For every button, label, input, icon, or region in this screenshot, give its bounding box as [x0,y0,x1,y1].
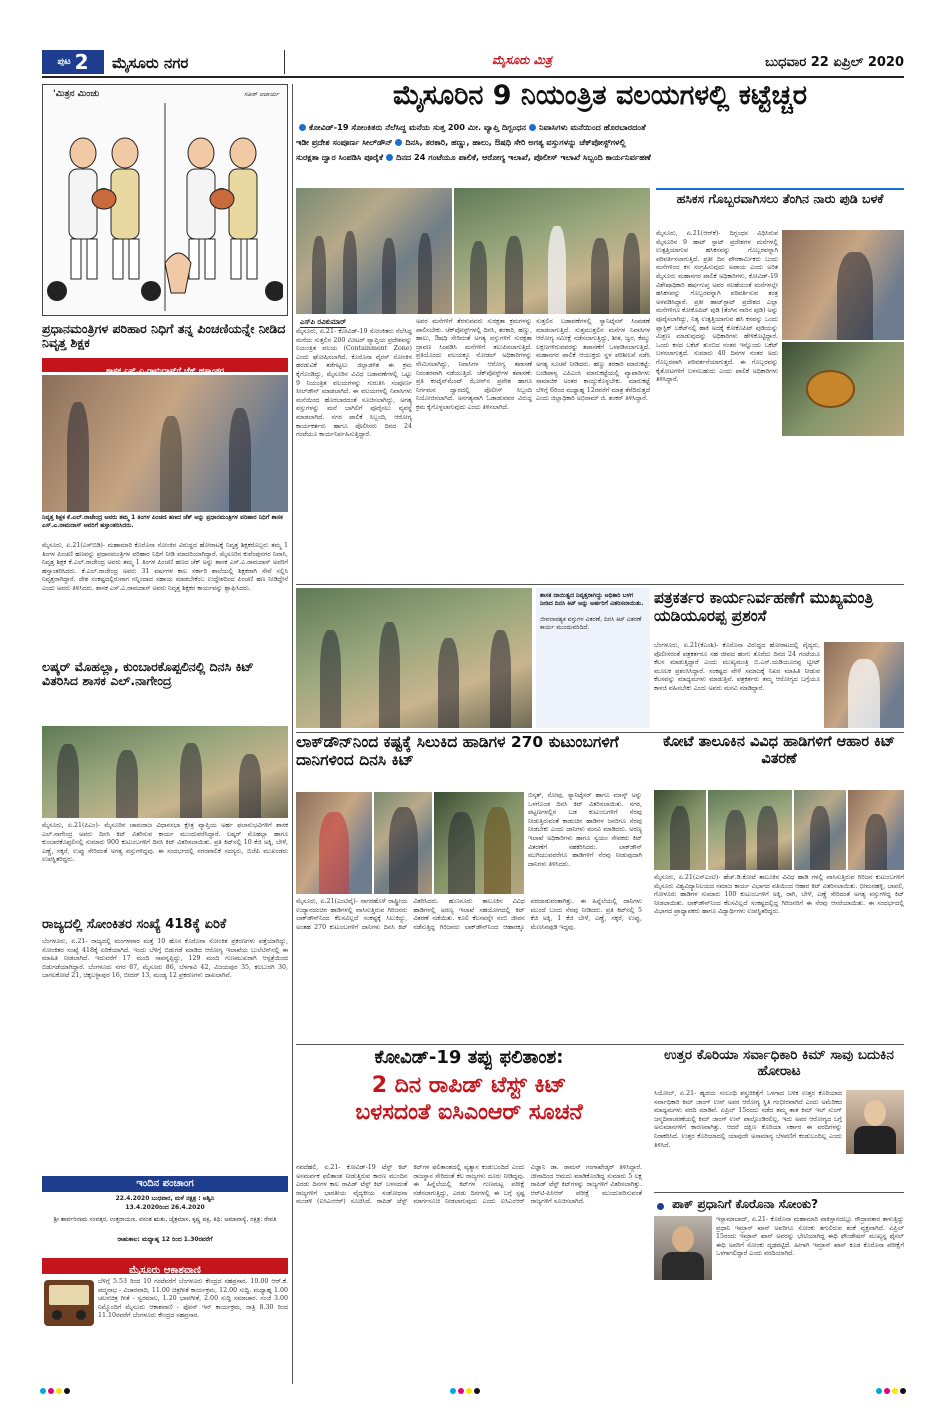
lockdown-side-text: ಬಿಸ್ಕತ್, ಸೋಪು, ಸ್ಯಾನಿಟೈಸರ್ ಹಾಗೂ ಮಾಸ್ಕ್ ಅನ್ನು ಒಳಗೊಂಡ ದಿನಸಿ ಕಿಟ್ ವಿತರಿಸಲಾಯಿತು. ನಗರ, ಪಟ್ಟಣಗಳಲ್ಲಿನ ಬಡ ಕುಟುಂಬಗಳಿಗೆ ನೆರವು ನೀಡುತ್ತಿರುವಂತೆ ಕಾಡಂಚಿನ ಹಾಡಿಗಳ ಜನರಿಗೂ ನೆರವು ನೀಡಬೇಕು ಎಂದು ದಾನಿಗಳು ಮನವಿ ಮಾಡಿದರು. ಅರಣ್ಯ ಇಲಾಖೆ ಅಧಿಕಾರಿಗಳು ಹಾಗೂ ಸ್ವಯಂ ಸೇವಕರು ಕಿಟ್ ವಿತರಣೆಗೆ ಸಹಕರಿಸಿದರು. ಲಾಕ್‌ಡೌನ್ ಮುಗಿಯುವವರೆಗೂ ಹಾಡಿಗಳಿಗೆ ನೆರವು ನೀಡುವುದಾಗಿ ದಾನಿಗಳು ತಿಳಿಸಿದರು. [528,792,642,868]
bullet-row-1 [296,120,904,135]
kote-photo-3 [794,790,846,870]
cm-headline: ಪತ್ರಕರ್ತರ ಕಾರ್ಯನಿರ್ವಹಣೆಗೆ ಮುಖ್ಯಮಂತ್ರಿ ಯಡಿಯೂರಪ್ಪ ಪ್ರಶಂಸೆ [654,589,874,625]
cartoon-left-figures [47,138,161,301]
registration-marks [40,1388,906,1398]
state-count-body: ಬೆಂಗಳೂರು, ಏ.21- ರಾಜ್ಯದಲ್ಲಿ ಮಂಗಳವಾರ ಮತ್ತೆ 10 ಹೊಸ ಕೊರೊನಾ ಸೋಂಕಿತ ಪ್ರಕರಣಗಳು ಪತ್ತೆಯಾಗಿದ್ದು, ಸೋಂಕಿತರ ಸಂಖ್ಯೆ 418ಕ್ಕೆ ಏರಿಕೆಯಾಗಿದೆ. ಇಂದು ಬೆಳಿಗ್ಗೆ ಬಿಡುಗಡೆ ಮಾಡಿದ ಆರೋಗ್ಯ ಇಲಾಖೆಯ ಬುಲೆಟಿನ್‌ನಲ್ಲಿ ಈ ಮಾಹಿತಿ ನೀಡಲಾಗಿದೆ. ಇದುವರೆಗೆ 17 ಮಂದಿ ಸಾವನ್ನಪ್ಪಿದ್ದು, 129 ಮಂದಿ ಗುಣಮುಖರಾಗಿ ಆಸ್ಪತ್ರೆಯಿಂದ ಬಿಡುಗಡೆಯಾಗಿದ್ದಾರೆ. ಬೆಂಗಳೂರು ನಗರ 87, ಮೈಸೂರು 86, ಬೆಳಗಾವಿ 42, ವಿಜಯಪುರ 35, ಕಲಬುರಗಿ 30, ಬಾಗಲಕೋಟೆ 21, ಚಿಕ್ಕಬಳ್ಳಾಪುರ 16, ಬೀದರ್ 13, ಮಂಡ್ಯ 12 ಪ್ರಕರಣಗಳು ದಾಖಲಾಗಿವೆ. [42,938,288,980]
panchanga-line1: 22.4.2020 ಬುಧವಾರ, ಮಳೆ ನಕ್ಷತ್ರ : ಅಶ್ವಿನಿ [115,1195,215,1202]
state-count-headline: ರಾಜ್ಯದಲ್ಲಿ ಸೋಂಕಿತರ ಸಂಖ್ಯೆ 418ಕ್ಕೆ ಏರಿಕೆ [42,917,227,932]
lower-rule [296,1044,904,1045]
masthead-rule [284,50,285,74]
korea-headline: ಉತ್ತರ ಕೊರಿಯಾ ಸರ್ವಾಧಿಕಾರಿ ಕಿಮ್ ಸಾವು ಬದುಕಿನ ಹೋರಾಟ [664,1047,894,1079]
main-headline: ಮೈಸೂರಿನ 9 ನಿಯಂತ್ರಿತ ವಲಯಗಳಲ್ಲಿ ಕಟ್ಟೆಚ್ಚರ [392,80,808,111]
rapid-headline-3: ಬಳಸದಂತೆ ಐಸಿಎಂಆರ್ ಸೂಚನೆ [355,1099,583,1125]
imran-photo [654,1216,712,1280]
kote-body: ಮೈಸೂರು, ಏ.21(ಎಸ್‌ಎಂಟಿ)- ಹೆಚ್.ಡಿ.ಕೋಟೆ ತಾಲೂಕಿನ ವಿವಿಧ ಹಾಡಿ ಗಳಲ್ಲಿ ವಾಸಿಸುತ್ತಿರುವ ಗಿರಿಜನ ಕುಟುಂಬಗಳಿಗೆ ಮೈಸೂರು ವಿಶ್ವವಿದ್ಯಾನಿಲಯದ ಸಮಾಜ ಕಾರ್ಯ ವಿಭಾಗದ ವತಿಯಿಂದ ಆಹಾರ ಕಿಟ್ ವಿತರಿಸಲಾಯಿತು. ಭೀಮನಹಳ್ಳಿ, ಬಾವಲಿ, ಗೋಳೂರು ಹಾಡಿಗಳ ಸುಮಾರು 100 ಕುಟುಂಬಗಳಿಗೆ ಅಕ್ಕಿ, ರಾಗಿ, ಬೇಳೆ, ಎಣ್ಣೆ ಸೇರಿದಂತೆ ಅಗತ್ಯ ವಸ್ತುಗಳಿದ್ದ ಕಿಟ್ ನೀಡಲಾಯಿತು. ಲಾಕ್‌ಡೌನ್‌ನಿಂದ ಕೆಲಸವಿಲ್ಲದೆ ಸಂಕಷ್ಟದಲ್ಲಿದ್ದ ಗಿರಿಜನರಿಗೆ ಈ ನೆರವು ಆಸರೆಯಾಯಿತು. ಈ ಸಂದರ್ಭದಲ್ಲಿ ವಿಭಾಗದ ಪ್ರಾಧ್ಯಾಪಕರು ಹಾಗೂ ವಿದ್ಯಾರ್ಥಿಗಳು ಉಪಸ್ಥಿತರಿದ್ದರು. [654,874,904,916]
main-body-col3: ಸುತ್ತಲಿನ ಬಡಾವಣೆಗಳಲ್ಲಿ ಸ್ಯಾನಿಟೈಸರ್ ಸಿಂಪಡಣೆ ಮಾಡಲಾಗುತ್ತಿದೆ. ಸುತ್ತಮುತ್ತಲಿನ ಮನೆಗಳ ನಿವಾಸಿಗಳ ಆರೋಗ್ಯ ಸಮೀಕ್ಷೆ ನಡೆಸಲಾಗುತ್ತಿದ್ದು, ಶೀತ, ಜ್ವರ, ಕೆಮ್ಮು ಲಕ್ಷಣಗಳಿರುವವರನ್ನು ತಪಾಸಣೆಗೆ ಒಳಪಡಿಸಲಾಗುತ್ತಿದೆ. ಮಹಾನಗರ ಪಾಲಿಕೆ ಆಯುಕ್ತರು ಸ್ಥಳ ಪರಿಶೀಲನೆ ನಡೆಸಿ ಅಗತ್ಯ ಸೂಚನೆ ನೀಡಿದರು. ಹಣ್ಣು ತರಕಾರಿ ಮಾರುಕಟ್ಟೆ: ಬಂಡಿಪಾಳ್ಯ ಎಪಿಎಂಸಿ ಮಾರುಕಟ್ಟೆಯಲ್ಲಿ ವ್ಯಾಪಾರಿಗಳು ಸಾಮಾಜಿಕ ಅಂತರ ಕಾಯ್ದುಕೊಳ್ಳಬೇಕು. ಮಾರುಕಟ್ಟೆ ಬೆಳಿಗ್ಗೆ 6ರಿಂದ ಮಧ್ಯಾಹ್ನ 12ರವರೆಗೆ ಮಾತ್ರ ತೆರೆದಿರುತ್ತದೆ ಎಂದು ಜಿಲ್ಲಾಧಿಕಾರಿ ಅಭಿರಾಮ್ ಜಿ. ಶಂಕರ್ ತಿಳಿಸಿದ್ದಾರೆ. [536,318,650,403]
kit-left-photo [42,726,288,818]
kim-photo [846,1090,904,1154]
kit-left-headline: ಲಷ್ಕರ್ ಮೊಹಲ್ಲಾ, ಕುಂಬಾರಕೊಪ್ಪಲಿನಲ್ಲಿ ದಿನಸಿ ಕಿಟ್ ವಿತರಿಸಿದ ಶಾಸಕ ಎಲ್.ನಾಗೇಂದ್ರ [42,659,254,689]
korea-body: ಸಿಯೋಲ್, ಏ.21- ಹೃದಯ ಸಂಬಂಧಿ ಶಸ್ತ್ರಚಿಕಿತ್ಸೆಗೆ ಒಳಗಾದ ಬಳಿಕ ಉತ್ತರ ಕೊರಿಯಾದ ಸರ್ವಾಧಿಕಾರಿ ಕಿಮ್ ಜಾಂಗ್ ಉನ್ ಅವರ ಆರೋಗ್ಯ ಸ್ಥಿತಿ ಗಂಭೀರವಾಗಿದೆ ಎಂದು ಅಮೆರಿಕದ ಮಾಧ್ಯಮಗಳು ವರದಿ ಮಾಡಿವೆ. ಏಪ್ರಿಲ್ 15ರಂದು ನಡೆದ ತಮ್ಮ ತಾತ ಕಿಮ್ ಇಲ್ ಸುಂಗ್ ಜನ್ಮದಿನಾಚರಣೆಯಲ್ಲಿ ಕಿಮ್ ಜಾಂಗ್ ಉನ್ ಪಾಲ್ಗೊಂಡಿರಲಿಲ್ಲ. ಇದು ಅವರ ಆರೋಗ್ಯದ ಬಗ್ಗೆ ಅನುಮಾನಗಳಿಗೆ ಕಾರಣವಾಗಿತ್ತು. ಆದರೆ ದಕ್ಷಿಣ ಕೊರಿಯಾ ಸರ್ಕಾರ ಈ ವರದಿಗಳನ್ನು ನಿರಾಕರಿಸಿದೆ. ಉತ್ತರ ಕೊರಿಯಾದಲ್ಲಿ ಯಾವುದೇ ಅಸಾಮಾನ್ಯ ಬೆಳವಣಿಗೆ ಕಂಡುಬಂದಿಲ್ಲ ಎಂದು ತಿಳಿಸಿದೆ. [654,1090,842,1149]
main-bullets [296,120,904,192]
rapid-headline-box [296,1048,642,1160]
lockdown-body: ಮೈಸೂರು, ಏ.21(ಎಂಟಿವೈ)- ನಾಗರಹೊಳೆ ರಾಷ್ಟ್ರೀಯ ಉದ್ಯಾನದಂಚಿನ ಹಾಡಿಗಳಲ್ಲಿ ವಾಸಿಸುತ್ತಿರುವ ಗಿರಿಜನರು ಲಾಕ್‌ಡೌನ್‌ನಿಂದ ಕೆಲಸವಿಲ್ಲದೆ ಸಂಕಷ್ಟಕ್ಕೆ ಸಿಲುಕಿದ್ದು, ಅಂತಹ 270 ಕುಟುಂಬಗಳಿಗೆ ದಾನಿಗಳು ದಿನಸಿ ಕಿಟ್ ವಿತರಿಸಿದರು. ಹುಣಸೂರು ತಾಲೂಕಿನ ವಿವಿಧ ಹಾಡಿಗಳಲ್ಲಿ ಅರಣ್ಯ ಇಲಾಖೆ ಸಹಯೋಗದಲ್ಲಿ ಕಿಟ್ ವಿತರಣೆ ನಡೆಯಿತು. ಕೂಲಿ ಕೆಲಸವನ್ನೇ ನಂಬಿ ಜೀವನ ನಡೆಸುತ್ತಿದ್ದ ಗಿರಿಜನರು ಲಾಕ್‌ಡೌನ್‌ನಿಂದ ಆಹಾರಕ್ಕೂ ಪರದಾಡುವಂತಾಗಿತ್ತು. ಈ ಹಿನ್ನೆಲೆಯಲ್ಲಿ ದಾನಿಗಳು ಮುಂದೆ ಬಂದು ನೆರವು ನೀಡಿದರು. ಪ್ರತಿ ಕಿಟ್‌ನಲ್ಲಿ 5 ಕೆಜಿ ಅಕ್ಕಿ, 1 ಕೆಜಿ ಬೇಳೆ, ಎಣ್ಣೆ, ಸಕ್ಕರೆ, ಉಪ್ಪು, ಮೆಣಸಿನಪುಡಿ ಇದ್ದವು. [296,898,642,931]
kote-headline: ಕೋಟೆ ತಾಲೂಕಿನ ವಿವಿಧ ಹಾಡಿಗಳಿಗೆ ಆಹಾರ ಕಿಟ್ ವಿತರಣೆ [662,734,896,767]
coconut-headline-box [656,188,904,226]
lockdown-photo-1 [296,792,372,894]
coconut-body-left: ಮೈಸೂರು, ಏ.21(ಆರ್‌ಕೆ)- ದಿಗ್ಬಂಧನ ವಿಧಿಸಿರುವ ಮೈಸೂರಿನ 9 ಹಾಟ್ ಸ್ಪಾಟ್ ಪ್ರದೇಶಗಳ ಮನೆಗಳಲ್ಲಿ ಉತ್ಪತ್ತಿಯಾಗುವ ಹಸಿಕಸವನ್ನು ಗೊಬ್ಬರವನ್ನಾಗಿ ಪರಿವರ್ತಿಸಲಾಗುತ್ತಿದೆ. ಪ್ರತೀ ದಿನ ಪೌರಕಾರ್ಮಿಕರು ಬಂದು ಮನೆಗಳಿಂದ ಕಸ ಸಂಗ್ರಹಿಸುವುದು ಅಪಾಯ ಎಂದು ಅರಿತ ಮೈಸೂರು ಮಹಾನಗರ ಪಾಲಿಕೆ ಅಧಿಕಾರಿಗಳು, ಕೋವಿಡ್-19 ವಿಶೇಷಾಧಿಕಾರಿ ಹರ್ಷಗುಪ್ತ ಅವರ ಸಲಹೆಯಂತೆ ಮನೆಗಳಲ್ಲೇ ಹಸಿಕಸವನ್ನು ಗೊಬ್ಬರವನ್ನಾಗಿ ಪರಿವರ್ತಿಸುವ ತಂತ್ರ ಅಳವಡಿಸಿದ್ದಾರೆ. ಪ್ರತೀ ಹಾಟ್‌ಸ್ಪಾಟ್ ಪ್ರದೇಶದ ಎಲ್ಲಾ ಮನೆಗಳಿಗೂ ಕೋಕೊಪಿಟ್ ಪುಡಿ (ತೆಂಗಿನ ನಾರಿನ ಪುಡಿ) ಅನ್ನು ಪೂರೈಸಲಾಗಿದ್ದು, ನಿತ್ಯ ಉತ್ಪತ್ತಿಯಾಗುವ ಹಸಿ ಕಸವನ್ನು ಒಂದು ಪ್ಲಾಸ್ಟಿಕ್ ಬಕೆಟ್‌ನಲ್ಲಿ ಹಾಕಿ ಅದಕ್ಕೆ ಕೋಕೊಪಿಟ್ ಪುಡಿಯನ್ನು ಮಿಶ್ರಣ ಮಾಡುವುದನ್ನು ಅಧಿಕಾರಿಗಳು ಹೇಳಿಕೊಟ್ಟಿದ್ದಾರೆ. ಒಂದು ಕಸದ ಬಕೆಟ್ ತುಂಬಿದ ನಂತರ ಇನ್ನೊಂದು ಬಕೆಟ್ ಬಳಸಲಾಗುತ್ತದೆ. ಸುಮಾರು 40 ದಿನಗಳ ನಂತರ ಅದು ಗೊಬ್ಬರವಾಗಿ ಪರಿವರ್ತನೆಯಾಗುತ್ತದೆ. ಈ ಗೊಬ್ಬರವನ್ನು ಕೈತೋಟಗಳಿಗೆ ಬಳಸಬಹುದು ಎಂದು ಪಾಲಿಕೆ ಅಧಿಕಾರಿಗಳು ತಿಳಿಸಿದ್ದಾರೆ. [656,230,778,384]
pm-story-caption: ನಿವೃತ್ತ ಶಿಕ್ಷಕ ಕೆ.ಎಲ್.ರಾಜೇಂದ್ರ ಅವರು ತಮ್ಮ 1 ತಿಂಗಳ ಪಿಂಚಣಿ ಹಣದ ಚೆಕ್ ಅನ್ನು ಪ್ರಧಾನಮಂತ್ರಿಗಳ ಪರಿಹಾರ ನಿಧಿಗೆ ಶಾಸಕ ಎಸ್.ಎ.ರಾಮದಾಸ್ ಅವರಿಗೆ ಹಸ್ತಾಂತರಿಸಿದರು. [42,514,283,529]
coconut-photo-2 [782,342,904,436]
bullet-6: ದಿನದ 24 ಗಂಟೆಯೂ ಪಾಲಿಕೆ, ಆರೋಗ್ಯ ಇಲಾಖೆ, ಪೊಲೀಸ್ ಇಲಾಖೆ ಸಿಬ್ಬಂದಿ ಕಾರ್ಯನಿರ್ವಹಣೆ [396,152,651,162]
cm-body: ಬೆಂಗಳೂರು, ಏ.21(ಕೆಎಂಶಿ)- ಕೊರೊನಾ ವಿರುದ್ಧದ ಹೋರಾಟದಲ್ಲಿ ವೈದ್ಯರು, ಪೊಲೀಸರಂತೆ ಪತ್ರಕರ್ತರೂ ಸಹ ಜೀವದ ಹಂಗು ತೊರೆದು ದಿನದ 24 ಗಂಟೆಯೂ ಕೆಲಸ ಮಾಡುತ್ತಿದ್ದಾರೆ ಎಂದು ಮುಖ್ಯಮಂತ್ರಿ ಬಿ.ಎಸ್.ಯಡಿಯೂರಪ್ಪ ಟ್ವೀಟ್ ಮೂಲಕ ಪ್ರಶಂಸಿಸಿದ್ದಾರೆ. ಸಂಕಷ್ಟದ ವೇಳೆ ಸಮಾಜಕ್ಕೆ ನಿಖರ ಮಾಹಿತಿ ನೀಡುವ ಕೆಲಸವನ್ನು ಮಾಧ್ಯಮಗಳು ಮಾಡುತ್ತಿವೆ. ಪತ್ರಕರ್ತರು ತಮ್ಮ ಆರೋಗ್ಯದ ಬಗ್ಗೆಯೂ ಕಾಳಜಿ ವಹಿಸಬೇಕು ಎಂದು ಅವರು ಮನವಿ ಮಾಡಿದ್ದಾರೆ. [654,642,820,692]
bullet-5: ಸುರಕ್ಷತಾ ದ್ವಾರ ಸಿಂಪಡಿಸಿ ಪೂರೈಕೆ [296,152,384,162]
bullet-3: ಇಡೀ ಪ್ರದೇಶ ಸಂಪೂರ್ಣ ಸೀಲ್‌ಡೌನ್ [296,137,393,147]
coconut-photo-1 [782,230,904,340]
rapid-headline-1: ಕೋವಿಡ್-19 ತಪ್ಪು ಫಲಿತಾಂಶ: [374,1047,564,1068]
radio-icon [44,1280,94,1326]
panchanga-title: ಇಂದಿನ ಪಂಚಾಂಗ [42,1176,288,1192]
kote-photo-2 [708,790,792,870]
issue-date: ಬುಧವಾರ 22 ಏಪ್ರಿಲ್ 2020 [765,55,904,70]
lockdown-photo-2 [374,792,432,894]
page-label: ಪುಟ [57,57,71,67]
main-photo-2 [454,188,650,314]
left-column-rule [292,84,293,1384]
lockdown-photo-3 [434,792,524,894]
radio-box [42,1258,288,1378]
kote-photo-4 [848,790,904,870]
panchanga-line2: 13.4.2020ರಿಂದ 26.4.2020 [125,1204,205,1211]
pm-story-body: ಮೈಸೂರು, ಏ.21(ಎಸ್‌ಬಿಡಿ)- ಮಹಾಮಾರಿ ಕೊರೊನಾ ಸೋಂಕಿನ ವಿರುದ್ಧದ ಹೋರಾಟಕ್ಕೆ ನಿವೃತ್ತ ಶಿಕ್ಷಕರೊಬ್ಬರು ತಮ್ಮ 1 ತಿಂಗಳ ಪಿಂಚಣಿ ಹಣವನ್ನು ಪ್ರಧಾನಮಂತ್ರಿಗಳ ಪರಿಹಾರ ನಿಧಿಗೆ ನೀಡಿ ಮಾದರಿಯಾಗಿದ್ದಾರೆ. ಮೈಸೂರಿನ ಕುವೆಂಪುನಗರ ನಿವಾಸಿ, ನಿವೃತ್ತ ಶಿಕ್ಷಕ ಕೆ.ಎಲ್.ರಾಜೇಂದ್ರ ಅವರು ತಮ್ಮ 1 ತಿಂಗಳ ಪಿಂಚಣಿ ಹಣದ ಚೆಕ್ ಅನ್ನು ಶಾಸಕ ಎಸ್.ಎ.ರಾಮದಾಸ್ ಅವರಿಗೆ ಹಸ್ತಾಂತರಿಸಿದರು. ಕೆ.ಎಲ್.ರಾಜೇಂದ್ರ ಅವರು 31 ವರ್ಷಗಳ ಕಾಲ ಸರ್ಕಾರಿ ಶಾಲೆಯಲ್ಲಿ ಶಿಕ್ಷಕರಾಗಿ ಸೇವೆ ಸಲ್ಲಿಸಿ ನಿವೃತ್ತರಾಗಿದ್ದಾರೆ. ದೇಶ ಸಂಕಷ್ಟದಲ್ಲಿರುವಾಗ ನನ್ನಿಂದಾದ ಸಹಾಯ ಮಾಡಬೇಕೆಂಬ ಉದ್ದೇಶದಿಂದ ಪಿಂಚಣಿ ಹಣ ನೀಡಿದ್ದೇನೆ ಎಂದು ಅವರು ತಿಳಿಸಿದರು. ಶಾಸಕ ಎಸ್.ಎ.ರಾಮದಾಸ್ ಅವರು ನಿವೃತ್ತ ಶಿಕ್ಷಕರ ಕಾರ್ಯವನ್ನು ಶ್ಲಾಘಿಸಿದರು. [42,542,288,592]
cartoon-artist: ಸತೀಶ್ ಆಚಾರ್ಯ [244,91,279,98]
relief-caption: ಶಾಸಕ ದಾಯಿತ್ವದ ನಿವೃತ್ತರಾಗಿದ್ದು ಅಧಿಕಾರಿ ಬಳಗ ನೀಡಿದ ದಿನಸಿ ಕಿಟ್ ಅನ್ನು ಅರ್ಹರಿಗೆ ವಿತರಿಸಲಾಯಿತು. [540,592,644,607]
pak-bullet-icon [657,1203,664,1210]
radio-title-bar [42,1258,288,1274]
page-number: 2 [74,50,89,74]
main-body-col2: ಅವರ ಮನೆಗಳಿಗೆ ತೆರಳುವವರು ಸುರಕ್ಷತಾ ಕ್ರಮಗಳನ್ನು ಪಾಲಿಸಬೇಕು. ಚೆಕ್‌ಪೋಸ್ಟ್‌ಗಳಲ್ಲಿ ದಿನಸಿ, ತರಕಾರಿ, ಹಣ್ಣು, ಹಾಲು, ಔಷಧಿ ಸೇರಿದಂತೆ ಅಗತ್ಯ ವಸ್ತುಗಳಿಗೆ ಸುರಕ್ಷತಾ ದ್ರಾವಣ ಸಿಂಪಡಿಸಿ ಮನೆಗಳಿಗೆ ತಲುಪಿಸಲಾಗುತ್ತಿದೆ. ಪ್ರತಿಯೊಂದು ವಲಯಕ್ಕೂ ನೋಡಲ್ ಅಧಿಕಾರಿಗಳನ್ನು ನೇಮಿಸಲಾಗಿದ್ದು, ನಿವಾಸಿಗಳ ಆರೋಗ್ಯ ತಪಾಸಣೆ ನಿರಂತರವಾಗಿ ನಡೆಯುತ್ತಿದೆ. ಚೆಕ್‌ಪೋಸ್ಟ್‌ಗಳ ತಪಾಸಣೆ: ಪ್ರತಿ ಕಂಟೈನ್‌ಮೆಂಟ್ ಝೋನ್‌ನ ಪ್ರವೇಶ ಹಾಗೂ ನಿರ್ಗಮನ ದ್ವಾರದಲ್ಲಿ ಪೊಲೀಸ್ ಸಿಬ್ಬಂದಿ ನಿಯೋಜಿಸಲಾಗಿದೆ. ಅನಗತ್ಯವಾಗಿ ಓಡಾಡುವವರ ವಿರುದ್ಧ ಕ್ರಮ ಕೈಗೊಳ್ಳಲಾಗುವುದು ಎಂದು ತಿಳಿಸಲಾಗಿದೆ. [416,318,532,411]
kit-left-body: ಮೈಸೂರು, ಏ.21(ಪಿಎಂ)- ಮೈಸೂರಿನ ಚಾಮರಾಜ ವಿಧಾನಸಭಾ ಕ್ಷೇತ್ರ ವ್ಯಾಪ್ತಿಯ ಅರ್ಹ ಫಲಾನುಭವಿಗಳಿಗೆ ಶಾಸಕ ಎಲ್.ನಾಗೇಂದ್ರ ಅವರು ದಿನಸಿ ಕಿಟ್ ವಿತರಿಸುವ ಕಾರ್ಯ ಮುಂದುವರೆಸಿದ್ದಾರೆ. ಲಷ್ಕರ್ ಮೊಹಲ್ಲಾ ಹಾಗೂ ಕುಂಬಾರಕೊಪ್ಪಲಿನಲ್ಲಿ ಸುಮಾರು 900 ಕುಟುಂಬಗಳಿಗೆ ದಿನಸಿ ಕಿಟ್ ವಿತರಿಸಲಾಯಿತು. ಪ್ರತಿ ಕಿಟ್‌ನಲ್ಲಿ 10 ಕೆಜಿ ಅಕ್ಕಿ, ಬೇಳೆ, ಎಣ್ಣೆ, ಸಕ್ಕರೆ, ಉಪ್ಪು ಸೇರಿದಂತೆ ಅಗತ್ಯ ವಸ್ತುಗಳಿದ್ದವು. ಈ ಸಂದರ್ಭದಲ್ಲಿ ನಗರಪಾಲಿಕೆ ಸದಸ್ಯರು, ಬಿಜೆಪಿ ಮುಖಂಡರು ಉಪಸ್ಥಿತರಿದ್ದರು. [42,822,288,864]
paper-name: ಮೈಸೂರು ಮಿತ್ರ [492,53,552,67]
cartoon-illustration [47,103,283,311]
radio-body: ಬೆಳಿಗ್ಗೆ 5.53 ರಿಂದ 10 ಗಂಟೆವರೆಗೆ ಬೆಂಗಳೂರು ಕೇಂದ್ರದ ಸಹಪ್ರಸಾರ. 10.00 ಆರ್.ಕೆ. ಪದ್ಮನಾಭ - ವಿಚಾರವಾದಿ, 11.00 ಚಿತ್ರಗೀತೆ ಕಾರ್ಯಕ್ರಮ, 12.00 ಸುದ್ದಿ. ಮಧ್ಯಾಹ್ನ 1.00 ಚಲನಚಿತ್ರ ಗೀತೆ - ಸ್ವರಮಾಲ, 1.20 ಭಾವಗೀತೆ, 2.00 ಸುದ್ದಿ ಸಮಾಚಾರ. ಸಂಜೆ 3.00 ನಿಮ್ಮೊಂದಿಗೆ ಮೈಸೂರು ಆಕಾಶವಾಣಿ - ಫೋನ್ ಇನ್ ಕಾರ್ಯಕ್ರಮ, ರಾತ್ರಿ 8.30 ರಿಂದ 11.10ರವರೆಗೆ ಬೆಂಗಳೂರು ಕೇಂದ್ರದ ಸಹಪ್ರಸಾರ. [98,1278,288,1320]
masthead [42,50,904,76]
cm-photo [824,642,904,728]
bullet-row-3 [296,150,904,165]
bullet-1: ಕೋವಿಡ್-19 ಸೋಂಕಿತರು ನೆಲೆಸಿದ್ದ ಮನೆಯ ಸುತ್ತ 200 ಮೀ. ವ್ಯಾಪ್ತಿ ದಿಗ್ಬಂಧನ [309,122,527,132]
relief-caption-box [536,588,650,728]
relief-caption-extra: ಜೀವನಾವಶ್ಯಕ ವಸ್ತುಗಳ ವಿತರಣೆ, ದಿನಸಿ ಕಿಟ್ ವಿತರಣೆ ಕಾರ್ಯ ಮುಂದುವರಿದಿದೆ. [540,616,642,631]
panchanga-line4: ರಾಹುಕಾಲ: ಮಧ್ಯಾಹ್ನ 12 ರಿಂದ 1.30ರವರೆಗೆ [117,1236,213,1243]
main-body-col1: ಮೈಸೂರು, ಏ.21- ಕೋವಿಡ್-19 ಸೋಂಕಿತರು ನೆಲೆಸಿದ್ದ ಮನೆಯ ಸುತ್ತಲಿನ 200 ಮೀಟರ್ ವ್ಯಾಪ್ತಿಯ ಪ್ರದೇಶವನ್ನು ನಿಯಂತ್ರಿತ ವಲಯ (Containment Zone) ಎಂದು ಘೋಷಿಸಲಾಗಿದೆ. ಕೊರೊನಾ ವೈರಸ್ ಸೋಂಕಿನ ಹರಡುವಿಕೆ ತಡೆಗಟ್ಟಲು ಜಿಲ್ಲಾಡಳಿತ ಈ ಕ್ರಮ ಕೈಗೊಂಡಿದ್ದು, ಮೈಸೂರಿನ ವಿವಿಧ ಬಡಾವಣೆಗಳಲ್ಲಿ ಒಟ್ಟು 9 ನಿಯಂತ್ರಿತ ವಲಯಗಳನ್ನು ಗುರುತಿಸಿ ಸಂಪೂರ್ಣ ಸೀಲ್‌ಡೌನ್ ಮಾಡಲಾಗಿದೆ. ಈ ವಲಯಗಳಲ್ಲಿ ನಿವಾಸಿಗಳು ಮನೆಯಿಂದ ಹೊರಬಾರದಂತೆ ಸೂಚಿಸಲಾಗಿದ್ದು, ಅಗತ್ಯ ವಸ್ತುಗಳನ್ನು ಮನೆ ಬಾಗಿಲಿಗೆ ಪೂರೈಸಲು ವ್ಯವಸ್ಥೆ ಮಾಡಲಾಗಿದೆ. ನಗರ ಪಾಲಿಕೆ ಸಿಬ್ಬಂದಿ, ಆರೋಗ್ಯ ಕಾರ್ಯಕರ್ತರು ಹಾಗೂ ಪೊಲೀಸರು ದಿನದ 24 ಗಂಟೆಯೂ ಕಾರ್ಯನಿರ್ವಹಿಸುತ್ತಿದ್ದಾರೆ. [296,328,412,439]
masthead-underline [42,76,904,78]
bullet-2: ನಿವಾಸಿಗಳು ಮನೆಯಿಂದ ಹೊರಬಾರದಂತೆ [539,122,646,132]
page-number-box [42,50,104,74]
pm-story-strap-text: ಶಾಸಕ ಎಸ್.ಎ.ರಾಮದಾಸ್‌ಗೆ ಚೆಕ್ ಹಸ್ತಾಂತರ [105,366,225,375]
main-story-bottom-rule [296,584,904,585]
panchanga-line3: ಶ್ರೀ ಶಾರ್ವರಿನಾಮ ಸಂವತ್ಸರ, ಉತ್ತರಾಯಣ, ವಸಂತ ಋತು, ಚೈತ್ರಮಾಸ, ಕೃಷ್ಣ ಪಕ್ಷ, ತಿಥಿ: ಅಮಾವಾಸ್ಯೆ, ನಕ್ಷತ್ರ: ರೇವತಿ [53,1216,277,1223]
cartoon-title: 'ಮಿತ್ರನ ಮಿಂಚು [53,89,100,99]
pak-body: ಇಸ್ಲಾಮಾಬಾದ್, ಏ.21- ಕೊರೊನಾ ಮಹಾಮಾರಿ ಪಾಕಿಸ್ತಾನದಲ್ಲೂ ರೌದ್ರಾವತಾರ ತಾಳುತ್ತಿದ್ದು ಪ್ರಧಾನಿ ಇಮ್ರಾನ್ ಖಾನ್ ಅವರಿಗೂ ಸೋಂಕು ತಗುಲಿರುವ ಶಂಕೆ ವ್ಯಕ್ತವಾಗಿದೆ. ಏಪ್ರಿಲ್ 15ರಂದು ಇಮ್ರಾನ್ ಖಾನ್ ಅವರನ್ನು ಭೇಟಿಯಾಗಿದ್ದ ಈಧಿ ಫೌಂಡೇಷನ್ ಮುಖ್ಯಸ್ಥ ಫೈಸಲ್ ಈಧಿ ಅವರಿಗೆ ಸೋಂಕು ದೃಢಪಟ್ಟಿದೆ. ಹೀಗಾಗಿ ಇಮ್ರಾನ್ ಖಾನ್ ಕೂಡ ಕೊರೊನಾ ಪರೀಕ್ಷೆಗೆ ಒಳಗಾಗಲಿದ್ದಾರೆ ಎಂದು ವರದಿಯಾಗಿದೆ. [716,1216,904,1258]
main-sub-label: ಎಸ್‌ಪಿ ರವಿಕುಮಾರ್ [300,318,347,326]
pak-headline-box [654,1192,904,1214]
coconut-headline: ಹಸಿಕಸ ಗೊಬ್ಬರವಾಗಿಸಲು ತೆಂಗಿನ ನಾರು ಪುಡಿ ಬಳಕೆ [676,191,884,206]
cartoon-panel [42,84,288,316]
rapid-body: ನವದೆಹಲಿ, ಏ.21- ಕೋವಿಡ್-19 ಟೆಸ್ಟ್ ಕಿಟ್ ಅಸಮರ್ಪಕ ಫಲಿತಾಂಶ ನೀಡುತ್ತಿರುವ ಕಾರಣ ಮುಂದಿನ ಎರಡು ದಿನಗಳ ಕಾಲ ರಾಪಿಡ್ ಟೆಸ್ಟ್ ಕಿಟ್ ಬಳಸದಂತೆ ರಾಜ್ಯಗಳಿಗೆ ಭಾರತೀಯ ವೈದ್ಯಕೀಯ ಸಂಶೋಧನಾ ಮಂಡಳಿ (ಐಸಿಎಂಆರ್) ಸೂಚಿಸಿದೆ. ರಾಪಿಡ್ ಟೆಸ್ಟ್ ಕಿಟ್‌ಗಳ ಫಲಿತಾಂಶದಲ್ಲಿ ವ್ಯತ್ಯಾಸ ಕಂಡುಬಂದಿದೆ ಎಂದು ರಾಜಸ್ಥಾನ ಸೇರಿದಂತೆ ಕೆಲ ರಾಜ್ಯಗಳು ದೂರು ನೀಡಿದ್ದವು. ಈ ಹಿನ್ನೆಲೆಯಲ್ಲಿ ಕಿಟ್‌ಗಳ ಗುಣಮಟ್ಟ ಪರೀಕ್ಷೆ ನಡೆಸಲಾಗುತ್ತಿದ್ದು, ಎರಡು ದಿನಗಳಲ್ಲಿ ಈ ಬಗ್ಗೆ ಸ್ಪಷ್ಟ ಮಾರ್ಗಸೂಚಿ ನೀಡಲಾಗುವುದು ಎಂದು ಐಸಿಎಂಆರ್ ವಿಜ್ಞಾನಿ ಡಾ. ರಾಮನ್ ಗಂಗಾಖೇಡ್ಕರ್ ತಿಳಿಸಿದ್ದಾರೆ. ಚೀನಾದಿಂದ ಆಮದು ಮಾಡಿಕೊಂಡಿದ್ದ ಸುಮಾರು 5 ಲಕ್ಷ ರಾಪಿಡ್ ಟೆಸ್ಟ್ ಕಿಟ್‌ಗಳನ್ನು ರಾಜ್ಯಗಳಿಗೆ ವಿತರಿಸಲಾಗಿತ್ತು. ಆರ್‌ಟಿ-ಪಿಸಿಆರ್ ಪರೀಕ್ಷೆ ಮುಂದುವರಿಸುವಂತೆ ರಾಜ್ಯಗಳಿಗೆ ಸೂಚಿಸಲಾಗಿದೆ. [296,1164,642,1206]
lockdown-headline: ಲಾಕ್‌ಡೌನ್‌ನಿಂದ ಕಷ್ಟಕ್ಕೆ ಸಿಲುಕಿದ ಹಾಡಿಗಳ 270 ಕುಟುಂಬಗಳಿಗೆ ದಾನಿಗಳಿಂದ ದಿನಸಿ ಕಿಟ್ [296,733,619,769]
panchanga-box [42,1176,288,1256]
section-name: ಮೈಸೂರು ನಗರ [112,54,189,72]
pm-story-photo [42,375,288,512]
pak-headline: ಪಾಕ್ ಪ್ರಧಾನಿಗೆ ಕೊರೊನಾ ಸೋಂಕು? [672,1197,819,1211]
pm-story-strap [42,358,288,375]
cartoon-right-figures [165,138,283,301]
bullet-row-2 [296,135,904,150]
pm-story-headline: ಪ್ರಧಾನಮಂತ್ರಿಗಳ ಪರಿಹಾರ ನಿಧಿಗೆ ತನ್ನ ಪಿಂಚಣಿಯನ್ನೇ ನೀಡಿದ ನಿವೃತ್ತ ಶಿಕ್ಷಕ [42,321,286,351]
relief-photo [296,588,532,728]
rapid-headline-2: 2 ದಿನ ರಾಪಿಡ್ ಟೆಸ್ಟ್ ಕಿಟ್ [371,1072,567,1098]
kote-photo-1 [654,790,706,870]
bullet-4: ದಿನಸಿ, ತರಕಾರಿ, ಹಣ್ಣು, ಹಾಲು, ಔಷಧಿ ಸೇರಿ ಅಗತ್ಯ ವಸ್ತುಗಳನ್ನು ಚೆಕ್‌ಪೋಸ್ಟ್‌ಗಳಲ್ಲಿ [405,137,626,147]
radio-title: ಮೈಸೂರು ಆಕಾಶವಾಣಿ [129,1265,201,1276]
main-photo-1 [296,188,452,314]
